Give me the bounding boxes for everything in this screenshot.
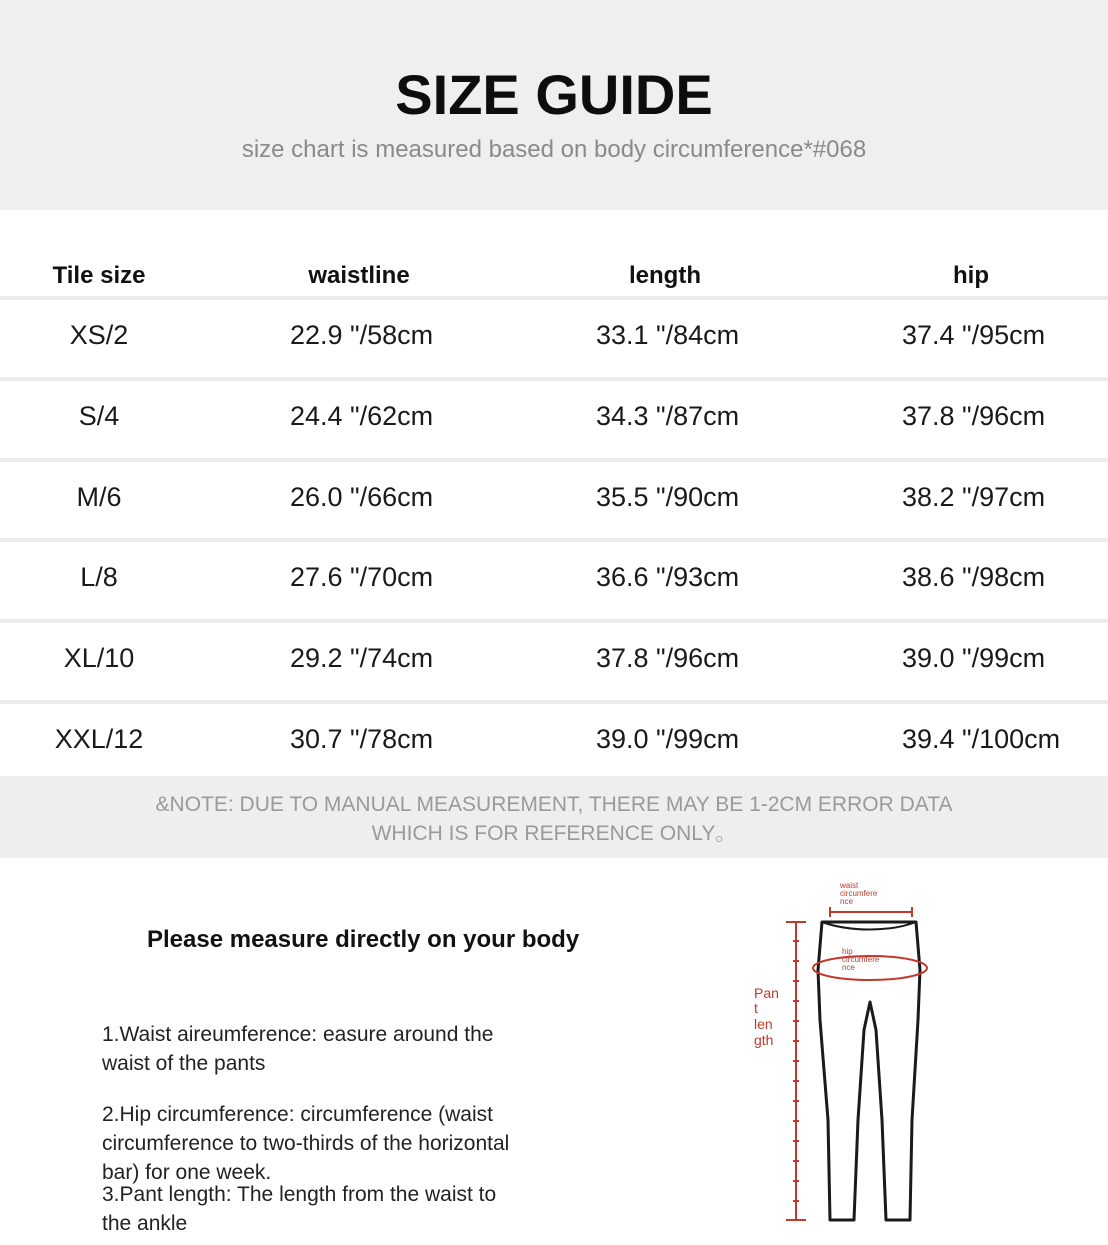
page-title: SIZE GUIDE bbox=[395, 63, 713, 126]
length-cell: 34.3 "/87cm bbox=[596, 400, 740, 431]
waist-label-line: circumfere bbox=[840, 889, 878, 898]
waist-label-line: waist bbox=[840, 881, 859, 890]
table-row bbox=[0, 377, 1108, 458]
table-row bbox=[0, 538, 1108, 619]
waist-label-line: nce bbox=[840, 897, 853, 906]
length-cell: 36.6 "/93cm bbox=[596, 562, 740, 593]
leggings-outline bbox=[818, 922, 920, 1220]
step-line: waist of the pants bbox=[102, 1052, 266, 1075]
size-table bbox=[0, 210, 1108, 776]
table-row bbox=[0, 296, 1108, 377]
step-line: circumference to two-thirds of the horizontal bbox=[102, 1132, 510, 1155]
waistline-cell: 22.9 "/58cm bbox=[290, 320, 434, 350]
size-cell: S/4 bbox=[78, 400, 120, 431]
length-cell: 33.1 "/84cm bbox=[596, 320, 740, 350]
size-cell: XS/2 bbox=[69, 320, 129, 350]
hip-cell: 39.0 "/99cm bbox=[902, 643, 1046, 674]
measurement-note bbox=[0, 776, 1108, 858]
size-cell: M/6 bbox=[76, 481, 122, 512]
leggings-diagram bbox=[740, 870, 960, 1230]
table-header bbox=[0, 210, 1108, 296]
hip-cell: 37.4 "/95cm bbox=[902, 320, 1046, 350]
note-line-1: &NOTE: DUE TO MANUAL MEASUREMENT, THERE MAY BE 1-2CM ERROR DATA bbox=[155, 793, 953, 816]
hip-label-line: hip bbox=[842, 947, 853, 956]
step-line: 1.Waist aireumference: easure around the bbox=[102, 1023, 494, 1046]
waistline-cell: 29.2 "/74cm bbox=[290, 643, 434, 674]
leggings-diagram-icon bbox=[740, 870, 960, 1230]
hip-cell: 39.4 "/100cm bbox=[902, 723, 1061, 754]
column-header-hip: hip bbox=[953, 262, 989, 289]
size-cell: L/8 bbox=[80, 562, 118, 593]
step-line: 3.Pant length: The length from the waist to bbox=[102, 1183, 497, 1206]
step-line: the ankle bbox=[102, 1212, 188, 1235]
step-line: bar) for one week. bbox=[102, 1161, 272, 1184]
length-label-line: len bbox=[754, 1016, 773, 1032]
instruction-step-hip bbox=[102, 1100, 552, 1187]
hip-cell: 38.6 "/98cm bbox=[902, 562, 1046, 593]
instruction-step-length bbox=[102, 1180, 552, 1238]
waistline-cell: 27.6 "/70cm bbox=[290, 562, 434, 593]
table-row bbox=[0, 619, 1108, 700]
instruction-step-waist bbox=[102, 1020, 552, 1078]
size-cell: XXL/12 bbox=[54, 723, 144, 754]
page-subtitle: size chart is measured based on body circumference*#068 bbox=[241, 136, 867, 163]
hip-cell: 38.2 "/97cm bbox=[902, 481, 1046, 512]
length-cell: 39.0 "/99cm bbox=[596, 723, 740, 754]
header bbox=[0, 0, 1108, 210]
column-header-length: length bbox=[629, 262, 701, 289]
length-cell: 35.5 "/90cm bbox=[596, 481, 740, 512]
note-line-2: WHICH IS FOR REFERENCE ONLY。 bbox=[371, 822, 737, 845]
column-header-size: Tile size bbox=[52, 262, 146, 289]
waistline-cell: 24.4 "/62cm bbox=[290, 400, 434, 431]
instructions-heading: Please measure directly on your body bbox=[147, 926, 580, 953]
table-row bbox=[0, 458, 1108, 539]
table-body bbox=[0, 296, 1108, 781]
length-label-line: gth bbox=[754, 1032, 774, 1048]
hip-label-line: circumfere bbox=[842, 955, 880, 964]
table-row bbox=[0, 700, 1108, 781]
column-header-waistline: waistline bbox=[308, 262, 410, 289]
length-cell: 37.8 "/96cm bbox=[596, 643, 740, 674]
size-cell: XL/10 bbox=[63, 643, 135, 674]
waistline-cell: 26.0 "/66cm bbox=[290, 481, 434, 512]
hip-cell: 37.8 "/96cm bbox=[902, 400, 1046, 431]
length-label-line: t bbox=[754, 1000, 758, 1016]
length-label-line: Pan bbox=[754, 985, 779, 1001]
hip-label-line: nce bbox=[842, 963, 855, 972]
waistline-cell: 30.7 "/78cm bbox=[290, 723, 434, 754]
step-line: 2.Hip circumference: circumference (waist bbox=[102, 1103, 493, 1126]
